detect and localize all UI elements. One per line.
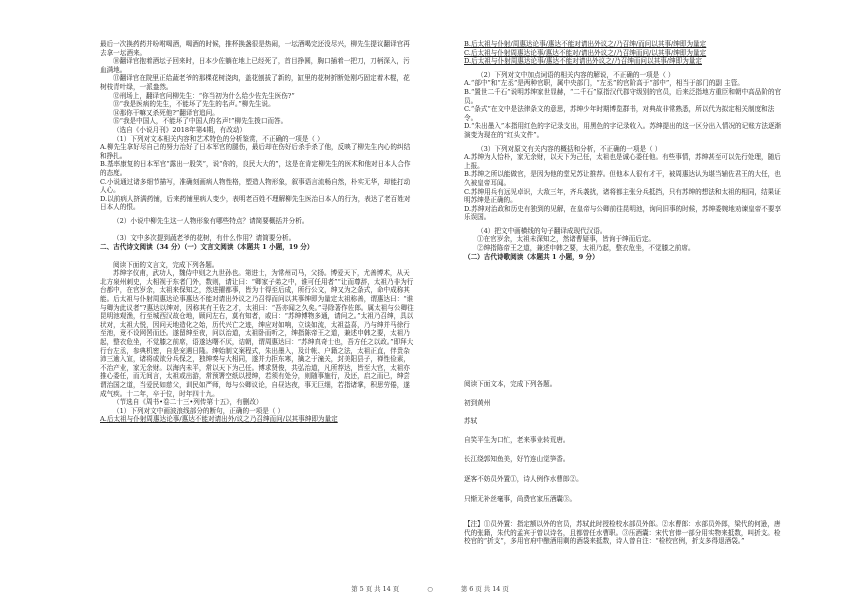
text-line: （2）小说中柳先生这一人物形象有哪些特点？请简要概括并分析。 — [113, 216, 309, 225]
text-line: ⑬“我是医病的先生，不能坏了先生的名声。”柳先生说。 — [113, 100, 275, 109]
text-line: （2）下列对文中加点词语的相关内容的解说，不正确的一项是（ ） — [477, 70, 675, 79]
left-column — [100, 40, 416, 424]
text-line: A.苏绅为人恰朴，家无余财，以天下为己任，太祖也是诚心委任他。有些事情，苏绅甚至可以先行处理，随后上报。 — [464, 153, 781, 170]
text-line: B.基率康复的日本军官“露出一股笑”，说“你的，良民大大的”，这是在肯定柳先生的医术和他对日本人合作的态度。 — [100, 160, 411, 177]
text-line: ②绅指陈帝王之道，兼述申韩之要，太祖乃起，整衣危坐，不觉膝之前席。 — [477, 244, 695, 253]
text-line: C.后太祖与仆射周惠达论事/惠达不能对/请出外议之/乃召绅而问/以其事/绅即为量定 — [464, 48, 707, 57]
poem-intro: 阅读下面文本，完成下列各题。 — [464, 380, 557, 388]
text-line: D.后太祖与仆射周惠达论事/惠达不能对请出外议之/乃召绅而问以其事/绅即为量定 — [464, 57, 702, 66]
text-line: A.后太祖与仆射周惠达论事/惠达不能对请出外/议之乃召绅而问/以其事绅即为量定 — [100, 415, 338, 424]
text-line: A.“部中”和“左丞”是两种官职，属中央部门，“左丞”的官阶高于“部中”，相当于部门的副 主管。 — [464, 79, 744, 88]
poem-lines — [464, 436, 784, 503]
text-line: B.“置世二千石”说明苏绅家世显赫，“二千石”原指汉代郡守级别的官员，后来泛指地方重臣和朝中高品阶的官员。 — [464, 87, 782, 105]
text-line: （节选自《周书•卷二十三•列传第十五》，有删改） — [113, 398, 263, 407]
text-line: （3）文中多次提到蔬老爷的花树，有什么作用？请简要分析。 — [113, 234, 296, 243]
poem-line: 自笑平生为口忙，老来事业转荒唐。 — [464, 435, 570, 444]
poem-line: 长江绕郭知鱼美，好竹连山觉笋香。 — [464, 455, 570, 464]
right-page — [430, 0, 860, 608]
poem-line: 逐客不妨员外置①，诗人例作水曹郎②。 — [464, 474, 583, 483]
text-line: （3）下列对原文有关内容的概括和分析，不正确的一项是（ ） — [477, 144, 662, 153]
text-line: D.以前病人挤满药铺，后来药铺里病人变少，表明老百姓不理解柳先生医治日本人的行为，表达了老百姓对日本人的恨。 — [100, 194, 411, 212]
poem-title: 初到黄州 — [464, 398, 491, 407]
text-line: 阅读下面的文言文，完成下列各题。 — [113, 260, 219, 269]
text-line: ⑭那你干嘛又杀死他?”翻译官追问。 — [113, 108, 219, 117]
poem-note: 【注】①员外置：指定额以外的官员，苏轼此时授检校水部员外郎。②水曹郎：水部员外郎，梁代的何逊，唐代的张籍，朱代的孟宾于曾以诗名，且都曾任水曹职。③压酒囊：宋代官俸一部分用实物来抵数，叫折支。检校官的“折支”，多用官府中酿酒用剩的酒袋来抵数，诗人曾自注：“检校官例，折支多得退酒袋。” — [464, 520, 781, 546]
page-number-right: 第 6 页 共 14 页 — [460, 585, 509, 593]
text-line: ⑮“我是中国人，不能坏了中国人的名声!”柳先生拨口而答。 — [113, 117, 288, 126]
text-line: 最后一次换药药并吩咐喝酒，喝酒的时候，推杯换盏很是热闹，一坛酒喝完还没尽兴，柳先生提议翻译官再去拿一坛酒来。 — [100, 40, 410, 57]
page-separator-icon: ○ — [427, 585, 433, 593]
text-line: （选自《小说月刊》2018年第4期，有改动） — [113, 125, 247, 134]
text-line: 二、古代诗文阅读（34 分）（一）文言文阅读（本题共 1 小题，19 分） — [100, 243, 314, 252]
text-line: C.苏绅用兵有远见卓识，大敌三年，齐兵袭扰，诸将都主张分兵抵挡，只有苏绅的想法和太祖的相同，结果证明苏绅是正确的。 — [464, 187, 781, 205]
text-line: ⑫刑场上，翻译官问柳先生：“你当初为什么给少佐先生医伤?” — [113, 91, 295, 100]
poem-section — [464, 380, 784, 546]
text-line: D.苏绅对治政和历史有独到的见解，在皇帝与公卿前往昆明池，询问旧事的时候，苏绅委婉地劝谏皇帝不要享乐误国。 — [464, 204, 782, 222]
text-line: 苏绅字仪甫，武功人，魏侍中则之九世孙也。第进士，为常州司马，父扬。博爱天下，尤善博术，从天北方泉州刺史，大相视于东者门外，数则，请让曰：“卿家子弟之中，谁可任用者”“让而尊辞，太祖乃非为行台都中，在官岁余，太祖来保知之，然进擢都事，皆为十得至后成，所行公文，绅又为之条式，命中成称其能。后太祖与仆射周惠达论事惠达不能对请出外议之乃召得而问以其事绅即为量定太祖称善，谓惠达曰：“谁与卿为此议者”?惠达以绅对，因称其有王佐之才，太祖曰：“吾亦闻之久矣。”寻除著作佐郎。属太祖与公卿往昆明池观渔，行至城西汉故仓地，顾问左右，莫有知者，或曰：“苏绅博物多通，请问之。”太祖乃召绅，具以状对，太祖大悦，因问天地造化之始，历代兴亡之迹，绅应对如响，立谈如流，太祖益喜，乃与绅并马徐行至池，竟不设网罟而还。遂留绅至夜，问以治道，太祖卧而听之，绅指陈帝王之道，兼述申韩之要，太祖乃起，整衣危坐，不觉膝之前席，语遂达曙不厌，诘朝，谓周惠达曰：“苏绅真奇士也，吾方任之以政。”即拜大行台左丞，参典机密，自是宠遇日隆。绅始制文案程式，朱出墨入，及计帐、户籍之法，太祖正直，伴贵杂沛三逾入宣，诸将或欲分兵保之，独绅奏与大相同，遂并力拒东寒，擒之于潼关，封美阳县子，禅性俭素，不治产业，家无余财。以海内未平，常以天下为己任。博求贤俊，共弘治道，凡所荐达，皆至大官，太祖亦推心委任，而无间言，太祖或出游，常预署空纸以授绅，若须有处分，则随事施行，及还，启之而已，绅尝谓治国之道，当爱民如慈父，训民如严师，每与公卿议论，自昼达夜，事无巨细，若指诸掌，积思劳倦，遂成气疾。十二年，卒于位，时年四十九。 — [100, 269, 414, 398]
poem-line: 只惭无补丝毫事，尚费官家压酒囊③。 — [464, 494, 577, 503]
text-line: （1）下列对文中画波浪线部分的断句，正确的一项是（ ） — [113, 406, 285, 415]
text-line: A.柳先生拿好尽自己的努力治好了日本军官的腿伤，最后却在伤好后杀手杀了他，反映了柳先生内心的纠结和挣扎。 — [100, 143, 411, 160]
text-line: B.后太祖与仆射/周惠达论事/惠达不能对请出外议之/乃召绅/而问以其事/绅即为量定 — [464, 40, 707, 48]
text-line: （1）下列对文本相关内容和艺术特色的分析鉴赏，不正确的一项是（ ） — [113, 134, 324, 143]
page-footer — [0, 584, 860, 593]
page-number-left: 第 5 页 共 14 页 — [351, 585, 400, 593]
text-line: （二）古代诗歌阅读（本题共 1 小题，9 分） — [464, 252, 599, 261]
text-line: C.“条式”在文中是法律条文的意思，苏绅少年时期博览群书，对典故非常熟悉，所以代为拟定相关制度和法令。 — [464, 105, 775, 122]
text-line: C.小说通过诸多细节描写，准确刻画病人物性格，塑造人物形象，叙事语言流畅自然，朴实无华，却能打动人心。 — [100, 177, 411, 195]
text-line: ⑪翻译官在院里正给蔬老爷的那棵花树浇肉，盖花刨拔了新的，缸里的花树折断处刚巧固定着木棍，花树枝青叶绿，一派盎然。 — [100, 74, 410, 91]
text-line: D.“朱出墨入”本指用红色的字记录支出，用黑色的字记录收入。苏绅提出的这一区分出入情况的记账方法逐渐演变为现在的“红头文件”。 — [464, 122, 782, 139]
text-line: （4）把文中画横线的句子翻译成现代汉语。 — [477, 226, 607, 235]
right-column — [464, 40, 784, 261]
text-line: ⑩翻译官抱着酒坛子回来时，日本少佐躺在地上已经死了，首目挣圆，胸口插着一把刀，刀柄深入，污血满地。 — [100, 57, 410, 74]
poem-author: 苏轼 — [464, 417, 478, 426]
spacer — [100, 252, 416, 261]
text-line: ①在官岁余，太祖未深知之，然诸曹疑事，皆询于绅而后定。 — [477, 235, 656, 244]
text-line: B.苏绅之所以能做官，是因为他的堂兄苏让推荐。但他本人很有才干，被周惠达认为堪当辅佐君王的大任，也久被皇帝耳闻。 — [464, 170, 781, 187]
